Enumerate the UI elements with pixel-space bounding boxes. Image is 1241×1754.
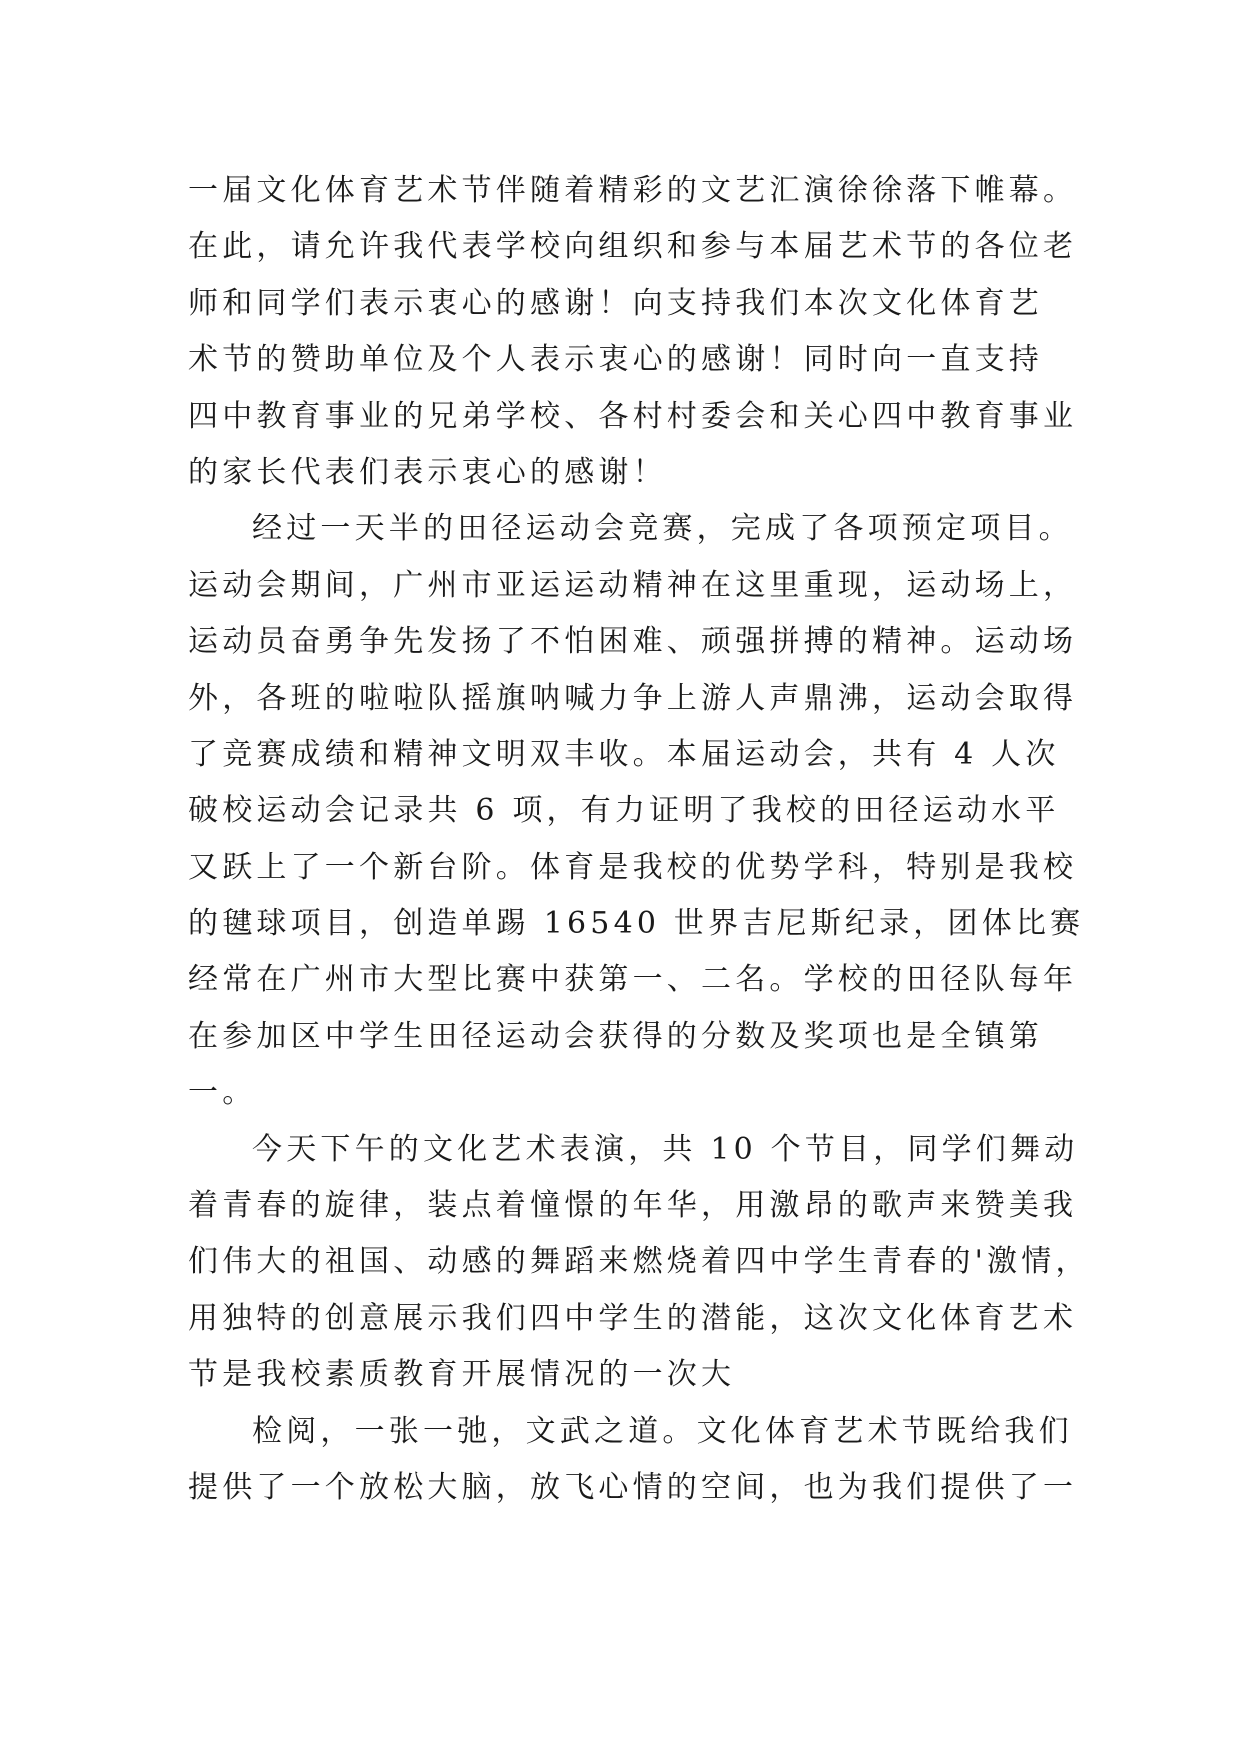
text-line: 术节的赞助单位及个人表示衷心的感谢！同时向一直支持 [188,342,1043,378]
text-line: 的毽球项目，创造单踢 16540 世界吉尼斯纪录，团体比赛 [188,906,1085,942]
text-line: 运动员奋勇争先发扬了不怕困难、顽强拼搏的精神。运动场 [188,624,1078,660]
text-line: 外，各班的啦啦队摇旗呐喊力争上游人声鼎沸，运动会取得 [188,680,1078,716]
text-line: 一。 [188,1075,257,1111]
text-line: 着青春的旋律，装点着憧憬的年华，用激昂的歌声来赞美我 [188,1188,1078,1224]
text-line: 四中教育事业的兄弟学校、各村村委会和关心四中教育事业 [188,398,1078,434]
text-line: 经常在广州市大型比赛中获第一、二名。学校的田径队每年 [188,962,1078,998]
body-text [188,163,1090,1516]
text-line: 破校运动会记录共 6 项，有力证明了我校的田径运动水平 [188,793,1060,829]
paragraph-first-line: 今天下午的文化艺术表演，共 10 个节目，同学们舞动 [252,1131,1079,1167]
text-line: 的家长代表们表示衷心的感谢！ [188,454,667,490]
text-line: 一届文化体育艺术节伴随着精彩的文艺汇演徐徐落下帷幕。 [188,173,1078,208]
text-line: 节是我校素质教育开展情况的一次大 [188,1357,736,1393]
paragraph-first-line: 经过一天半的田径运动会竞赛，完成了各项预定项目。 [252,511,1073,547]
text-line: 用独特的创意展示我们四中学生的潜能，这次文化体育艺术 [188,1300,1078,1336]
text-line: 运动会期间，广州市亚运运动精神在这里重现，运动场上， [188,567,1078,603]
text-line: 了竞赛成绩和精神文明双丰收。本届运动会，共有 4 人次 [188,736,1060,772]
text-line: 在此，请允许我代表学校向组织和参与本届艺术节的各位老 [188,229,1078,265]
text-line: 在参加区中学生田径运动会获得的分数及奖项也是全镇第 [188,1018,1043,1054]
text-line: 师和同学们表示衷心的感谢！向支持我们本次文化体育艺 [188,285,1043,321]
paragraph-first-line: 检阅，一张一弛，文武之道。文化体育艺术节既给我们 [252,1413,1073,1449]
text-line: 们伟大的祖国、动感的舞蹈来燃烧着四中学生青春的'激情， [188,1244,1090,1280]
text-line: 又跃上了一个新台阶。体育是我校的优势学科，特别是我校 [188,849,1078,885]
text-line: 提供了一个放松大脑，放飞心情的空间，也为我们提供了一 [188,1469,1078,1505]
